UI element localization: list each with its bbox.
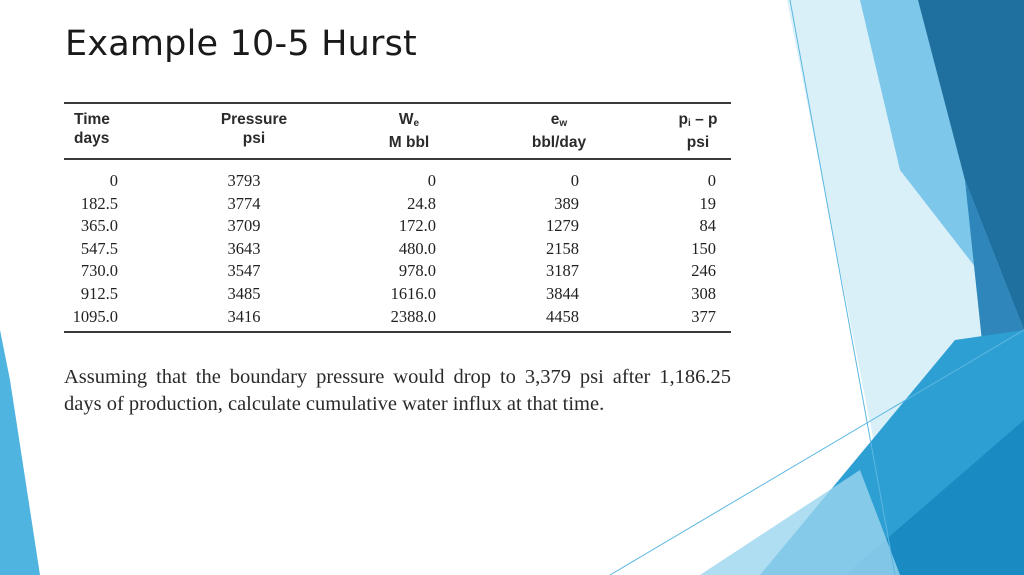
table-cell-we: 24.8 xyxy=(407,193,436,213)
table-cell-time: 730.0 xyxy=(80,261,118,281)
header-dp-main: p xyxy=(678,111,688,128)
table-cell-pressure: 3709 xyxy=(227,216,261,236)
table-cell-we: 172.0 xyxy=(398,216,436,236)
header-time-unit: days xyxy=(74,130,110,147)
header-we-main: W xyxy=(398,111,414,128)
table-cell-dp: 84 xyxy=(699,216,716,236)
table-cell-we: 0 xyxy=(427,171,436,190)
header-dp-rest: – p xyxy=(690,111,718,128)
header-pressure-label: Pressure xyxy=(220,111,288,128)
header-we-unit: M bbl xyxy=(388,134,430,151)
table-bottom-rule xyxy=(64,331,731,333)
header-dp xyxy=(664,110,732,152)
table-cell-ew: 389 xyxy=(554,193,579,213)
table-cell-time: 912.5 xyxy=(80,284,118,303)
table-cell-dp: 308 xyxy=(691,284,716,303)
table-top-rule xyxy=(64,102,731,104)
header-dp-sub: i xyxy=(687,118,691,129)
header-dp-label xyxy=(664,110,732,133)
header-time-label: Time xyxy=(74,111,110,128)
table-cell-time: 0 xyxy=(109,171,118,190)
header-ew-label xyxy=(524,110,594,133)
table-cell-pressure: 3643 xyxy=(227,238,261,258)
table-cell-we: 1616.0 xyxy=(390,284,436,303)
header-ew-main: e xyxy=(550,111,560,128)
header-we xyxy=(374,110,444,152)
header-ew xyxy=(524,110,594,152)
table-cell-ew: 4458 xyxy=(546,306,579,326)
table-cell-pressure: 3416 xyxy=(227,306,261,326)
table-cell-we: 2388.0 xyxy=(390,306,436,326)
problem-statement: Assuming that the boundary pressure would drop to 3,379 psi after 1,186.25 days of production, calculate cumulative water influx at that time. xyxy=(64,366,731,415)
header-pressure xyxy=(214,110,294,148)
table-cell-pressure: 3485 xyxy=(227,284,261,303)
table-header-rule xyxy=(64,158,731,160)
table-cell-dp: 19 xyxy=(699,193,716,213)
table-cell-time: 365.0 xyxy=(80,216,118,236)
table-cell-ew: 3187 xyxy=(546,261,579,281)
table-cell-time: 1095.0 xyxy=(72,306,118,326)
table-cell-time: 182.5 xyxy=(80,193,118,213)
table-cell-ew: 0 xyxy=(570,171,579,190)
header-pressure-unit: psi xyxy=(242,130,266,147)
table-cell-dp: 0 xyxy=(707,171,716,190)
table-cell-pressure: 3774 xyxy=(227,193,261,213)
table-cell-dp: 377 xyxy=(691,306,716,326)
header-we-sub: e xyxy=(413,118,420,129)
table-cell-pressure: 3793 xyxy=(227,171,261,190)
table-cell-ew: 3844 xyxy=(546,284,579,303)
header-time xyxy=(74,110,110,148)
table-cell-ew: 2158 xyxy=(546,238,579,258)
deco-shape-left xyxy=(0,330,40,575)
table-cell-we: 978.0 xyxy=(398,261,436,281)
table-cell-pressure: 3547 xyxy=(227,261,261,281)
header-ew-unit: bbl/day xyxy=(531,134,587,151)
table-cell-we: 480.0 xyxy=(398,238,436,258)
table-cell-dp: 246 xyxy=(691,261,716,281)
table-cell-dp: 150 xyxy=(691,238,716,258)
header-dp-unit: psi xyxy=(686,134,710,151)
header-ew-sub: w xyxy=(559,118,568,129)
table-cell-ew: 1279 xyxy=(546,216,579,236)
header-we-label xyxy=(374,110,444,133)
slide-title: Example 10-5 Hurst xyxy=(65,24,417,64)
table-cell-time: 547.5 xyxy=(80,238,118,258)
